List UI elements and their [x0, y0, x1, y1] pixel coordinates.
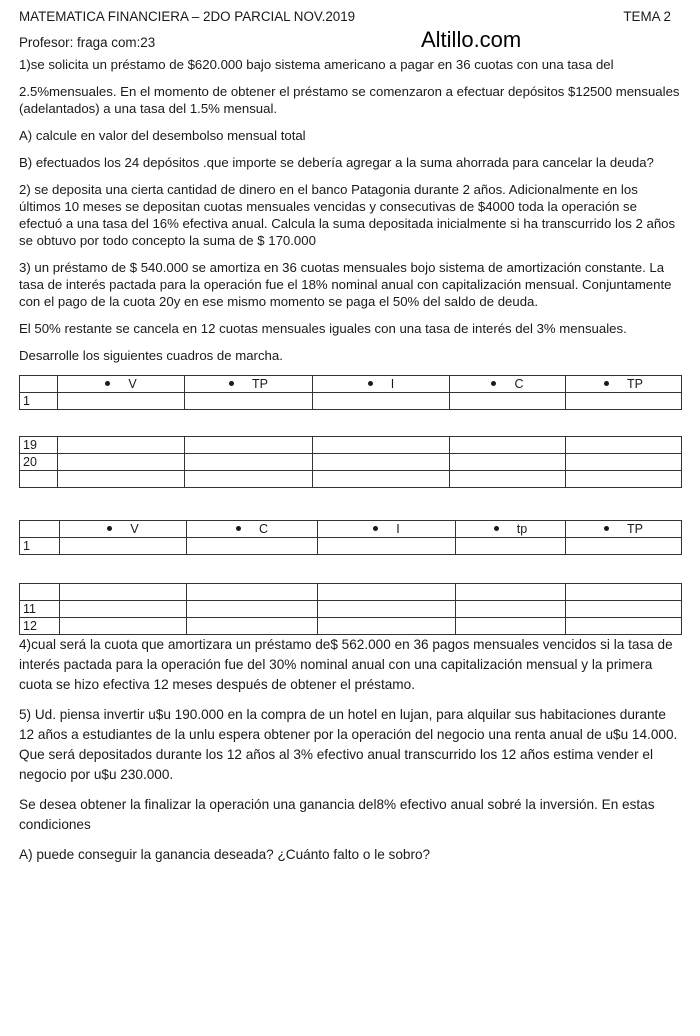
table-cell [566, 601, 682, 618]
bullet-icon [604, 381, 609, 386]
row-number [20, 584, 60, 601]
table-cell [313, 471, 450, 488]
table-cell [456, 601, 566, 618]
problem-3: 3) un préstamo de $ 540.000 se amortiza en 36 cuotas mensuales bojo sistema de amortización constante. La tasa de interés pactada para la operación fue el 18% nominal anual con capitalización mensual. Conjuntamente con el pago de la cuota 20y en ese mismo momento se paga el 50% del saldo de deuda. [19, 260, 672, 309]
table-cell [187, 538, 318, 555]
bullet-icon [491, 381, 496, 386]
table-header-cell: TP [566, 376, 682, 393]
table-cell [566, 584, 682, 601]
table-cell [60, 584, 187, 601]
problem-4: 4)cual será la cuota que amortizara un préstamo de$ 562.000 en 36 pagos mensuales vencidos si la tasa de interés pactada para la operación fue del 30% nominal anual con una capitalización mensual y la primera cuota se hizo efectiva 12 meses después de obtener el préstamo. [19, 637, 673, 692]
watermark-logo: Altillo.com [421, 27, 522, 52]
table-cell [566, 437, 682, 454]
table-cell [58, 437, 185, 454]
table-cell [566, 538, 682, 555]
table-header-cell: V [58, 376, 185, 393]
row-number: 20 [20, 454, 58, 471]
table-cell [313, 437, 450, 454]
bullet-icon [494, 526, 499, 531]
row-number: 1 [20, 393, 58, 410]
row-number: 1 [20, 538, 60, 555]
problem-5: 5) Ud. piensa invertir u$u 190.000 en la compra de un hotel en lujan, para alquilar sus habitaciones durante 12 años a estudiantes de la unlu espera obtener por la operación del negocio una renta anual de u$u 14.000. Que será depositados durante los 12 años al 3% efectivo anual transcurrido los 12 años estima vender el negocio por u$u 230.000. [19, 707, 678, 782]
table-row [20, 521, 682, 538]
table-cell [456, 584, 566, 601]
problem-1-part-a: A) calcule en valor del desembolso mensual total [19, 128, 306, 143]
problems-4-5 [19, 635, 683, 865]
table-cell [456, 538, 566, 555]
table-header-cell: tp [456, 521, 566, 538]
bullet-icon [236, 526, 241, 531]
table-header-cell: C [450, 376, 566, 393]
table-cell [58, 454, 185, 471]
table-cell [58, 393, 185, 410]
schedule-table-2-bottom [19, 583, 682, 635]
table-cell [318, 538, 456, 555]
problem-5-goal: Se desea obtener la finalizar la operación una ganancia del8% efectivo anual sobré la inversión. En estas condiciones [19, 797, 655, 832]
table-cell [566, 454, 682, 471]
table-cell [318, 601, 456, 618]
table-header-cell: TP [185, 376, 313, 393]
table-cell [450, 471, 566, 488]
table-cell [318, 584, 456, 601]
table-row [20, 471, 682, 488]
table-cell [185, 393, 313, 410]
table-row [20, 618, 682, 635]
table-cell [313, 393, 450, 410]
problem-3-instruction: Desarrolle los siguientes cuadros de marcha. [19, 348, 283, 363]
table-row [20, 376, 682, 393]
exam-header [19, 8, 683, 25]
table-row [20, 538, 682, 555]
table-cell [60, 601, 187, 618]
professor-row [19, 28, 683, 56]
problem-5-part-a: A) puede conseguir la ganancia deseada? ¿Cuánto falto o le sobro? [19, 847, 431, 862]
schedule-table-2-top [19, 520, 682, 555]
table-row [20, 393, 682, 410]
table-header-cell: I [313, 376, 450, 393]
problem-1-part-b: B) efectuados los 24 depósitos .que importe se debería agregar a la suma ahorrada para cancelar la deuda? [19, 155, 654, 170]
table-row [20, 584, 682, 601]
schedule-table-1-bottom [19, 436, 682, 488]
table-row [20, 454, 682, 471]
row-number: 19 [20, 437, 58, 454]
professor-label: Profesor: fraga com:23 [19, 35, 156, 50]
bullet-icon [368, 381, 373, 386]
table-row [20, 437, 682, 454]
table-row [20, 601, 682, 618]
table-cell [185, 454, 313, 471]
exam-tema: TEMA 2 [623, 9, 671, 24]
bullet-icon [107, 526, 112, 531]
bullet-icon [604, 526, 609, 531]
table-cell [450, 437, 566, 454]
table-header-cell: C [187, 521, 318, 538]
table-cell [450, 454, 566, 471]
problem-3-remainder: El 50% restante se cancela en 12 cuotas mensuales iguales con una tasa de interés del 3% mensuales. [19, 321, 627, 336]
table-cell [185, 471, 313, 488]
table-header-cell: V [60, 521, 187, 538]
table-cell [313, 454, 450, 471]
exam-title: MATEMATICA FINANCIERA – 2DO PARCIAL NOV.2019 [19, 9, 356, 24]
row-number: 11 [20, 601, 60, 618]
table-cell [20, 521, 60, 538]
table-cell [566, 393, 682, 410]
problem-1-intro: 1)se solicita un préstamo de $620.000 bajo sistema americano a pagar en 36 cuotas con una tasa del [19, 57, 614, 72]
table-cell [318, 618, 456, 635]
row-number [20, 471, 58, 488]
table-cell [187, 601, 318, 618]
exam-page [19, 8, 683, 865]
table-cell [185, 437, 313, 454]
table-cell [60, 538, 187, 555]
table-cell [60, 618, 187, 635]
problem-1-detail: 2.5%mensuales. En el momento de obtener el préstamo se comenzaron a efectuar depósitos $12500 mensuales (adelantados) a una tasa del 1.5% mensual. [19, 84, 680, 116]
table-cell [187, 584, 318, 601]
table-header-cell: TP [566, 521, 682, 538]
table-cell [566, 618, 682, 635]
row-number: 12 [20, 618, 60, 635]
schedule-table-1-top [19, 375, 682, 410]
problem-2: 2) se deposita una cierta cantidad de dinero en el banco Patagonia durante 2 años. Adicionalmente en los últimos 10 meses se depositan cuotas mensuales vencidas y consecutivas de $4000 toda la operación se efectuó a una tasa del 16% efectiva anual. Calcula la suma depositada inicialmente si ha transcurrido los 2 años se obtuvo por todo concepto la suma de $ 170.000 [19, 182, 676, 248]
bullet-icon [373, 526, 378, 531]
table-cell [20, 376, 58, 393]
table-cell [566, 471, 682, 488]
table-cell [450, 393, 566, 410]
table-cell [456, 618, 566, 635]
bullet-icon [229, 381, 234, 386]
table-cell [58, 471, 185, 488]
table-header-cell: I [318, 521, 456, 538]
bullet-icon [105, 381, 110, 386]
table-cell [187, 618, 318, 635]
